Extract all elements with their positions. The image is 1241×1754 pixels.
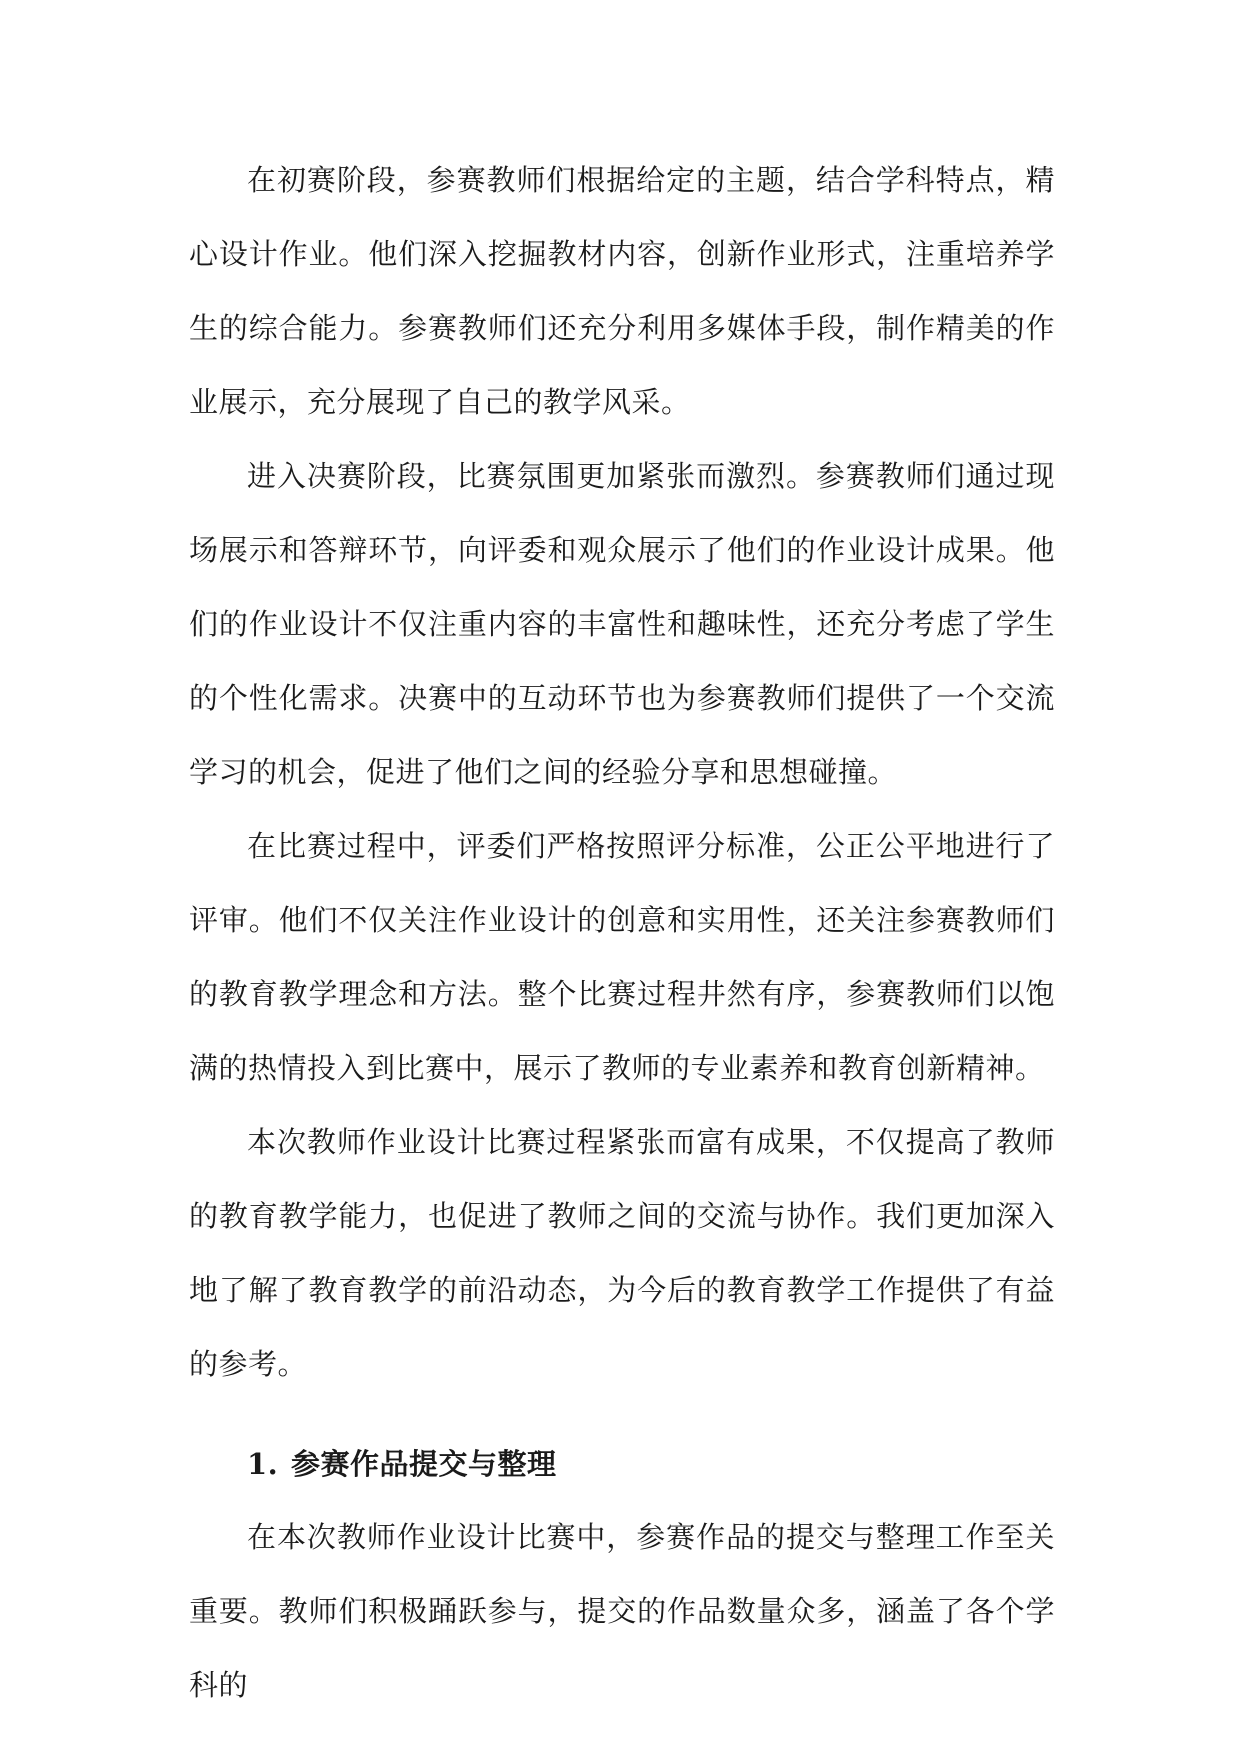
paragraph-judging-process: 在比赛过程中，评委们严格按照评分标准，公正公平地进行了评审。他们不仅关注作业设计的创意和实用性，还关注参赛教师们的教育教学理念和方法。整个比赛过程井然有序，参赛教师们以饱满的热情投入到比赛中，展示了教师的专业素养和教育创新精神。 xyxy=(189,829,1055,1085)
paragraph-preliminary-round: 在初赛阶段，参赛教师们根据给定的主题，结合学科特点，精心设计作业。他们深入挖掘教材内容，创新作业形式，注重培养学生的综合能力。参赛教师们还充分利用多媒体手段，制作精美的作业展示，充分展现了自己的教学风采。 xyxy=(189,163,1055,419)
section-heading xyxy=(189,1428,1055,1500)
paragraph-competition-summary: 本次教师作业设计比赛过程紧张而富有成果，不仅提高了教师的教育教学能力，也促进了教师之间的交流与协作。我们更加深入地了解了教育教学的前沿动态，为今后的教育教学工作提供了有益的参考。 xyxy=(189,1125,1055,1381)
paragraph-final-round: 进入决赛阶段，比赛氛围更加紧张而激烈。参赛教师们通过现场展示和答辩环节，向评委和观众展示了他们的作业设计成果。他们的作业设计不仅注重内容的丰富性和趣味性，还充分考虑了学生的个性化需求。决赛中的互动环节也为参赛教师们提供了一个交流学习的机会，促进了他们之间的经验分享和思想碰撞。 xyxy=(189,459,1055,789)
section-heading-title: 参赛作品提交与整理 xyxy=(291,1447,557,1481)
section-heading-number: 1. xyxy=(247,1447,279,1481)
paragraph-submission: 在本次教师作业设计比赛中，参赛作品的提交与整理工作至关重要。教师们积极踊跃参与，提交的作品数量众多，涵盖了各个学科的 xyxy=(189,1520,1055,1702)
document-body xyxy=(189,143,1055,1722)
